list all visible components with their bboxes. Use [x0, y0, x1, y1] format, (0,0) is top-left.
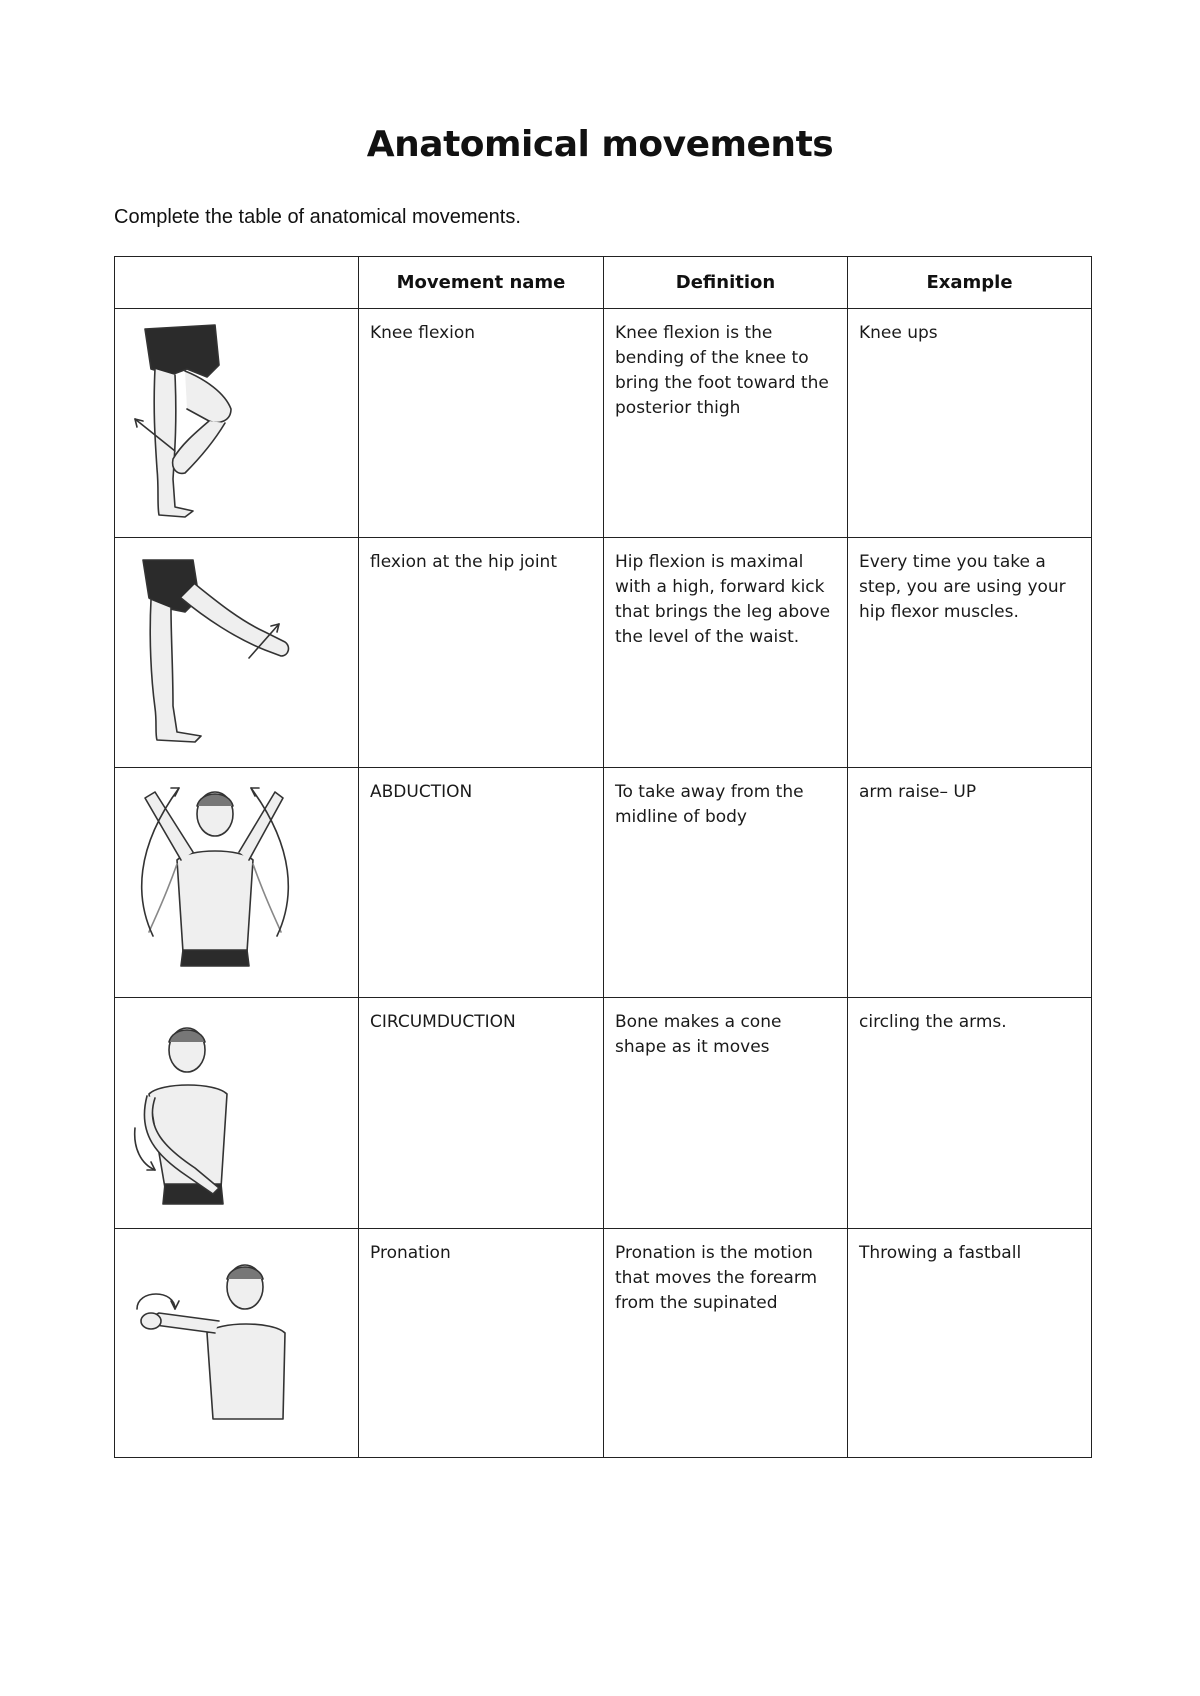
movements-table: [114, 256, 1092, 1458]
definition: Pronation is the motion that moves the forearm from the supinated: [615, 1243, 818, 1313]
knee-flexion-illustration: [115, 309, 355, 535]
abduction-illustration: [115, 768, 355, 994]
example: Throwing a fastball: [859, 1243, 1022, 1263]
header-illustration: [115, 257, 359, 309]
illustration-cell: [115, 309, 359, 538]
movement-name-cell: [359, 538, 604, 768]
movement-name: CIRCUMDUCTION: [370, 1012, 516, 1032]
example: circling the arms.: [859, 1012, 1007, 1032]
illustration-cell: [115, 538, 359, 768]
movement-name-cell: [359, 998, 604, 1229]
definition-cell: [604, 538, 848, 768]
table-row: [115, 309, 1092, 538]
movement-name: ABDUCTION: [370, 782, 473, 802]
definition-cell: [604, 998, 848, 1229]
table-row: [115, 538, 1092, 768]
table-header-row: [115, 257, 1092, 309]
movement-name: flexion at the hip joint: [370, 552, 557, 572]
instructions-text: Complete the table of anatomical movements.: [114, 206, 521, 228]
table-row: [115, 1229, 1092, 1458]
movement-name-cell: [359, 309, 604, 538]
definition-cell: [604, 1229, 848, 1458]
example-cell: [848, 768, 1092, 998]
table-row: [115, 998, 1092, 1229]
header-movement-name: Movement name: [359, 257, 604, 309]
definition: Hip flexion is maximal with a high, forward kick that brings the leg above the level of the waist.: [615, 552, 831, 647]
definition: Knee flexion is the bending of the knee to bring the foot toward the posterior thigh: [615, 323, 829, 418]
definition-cell: [604, 768, 848, 998]
example-cell: [848, 998, 1092, 1229]
illustration-cell: [115, 1229, 359, 1458]
table-row: [115, 768, 1092, 998]
movement-name: Knee flexion: [370, 323, 476, 343]
header-definition: Definition: [604, 257, 848, 309]
example-cell: [848, 538, 1092, 768]
page-title: Anatomical movements: [366, 124, 834, 165]
example-cell: [848, 1229, 1092, 1458]
example-cell: [848, 309, 1092, 538]
hip-flexion-illustration: [115, 538, 355, 764]
illustration-cell: [115, 998, 359, 1229]
definition-cell: [604, 309, 848, 538]
example: arm raise– UP: [859, 782, 977, 802]
example: Knee ups: [859, 323, 938, 343]
definition: To take away from the midline of body: [615, 782, 804, 827]
definition: Bone makes a cone shape as it moves: [615, 1012, 782, 1057]
movement-name-cell: [359, 1229, 604, 1458]
circumduction-illustration: [115, 998, 355, 1224]
pronation-illustration: [115, 1229, 355, 1455]
movement-name: Pronation: [370, 1243, 451, 1263]
example: Every time you take a step, you are using your hip flexor muscles.: [859, 552, 1066, 622]
illustration-cell: [115, 768, 359, 998]
header-example: Example: [848, 257, 1092, 309]
movement-name-cell: [359, 768, 604, 998]
